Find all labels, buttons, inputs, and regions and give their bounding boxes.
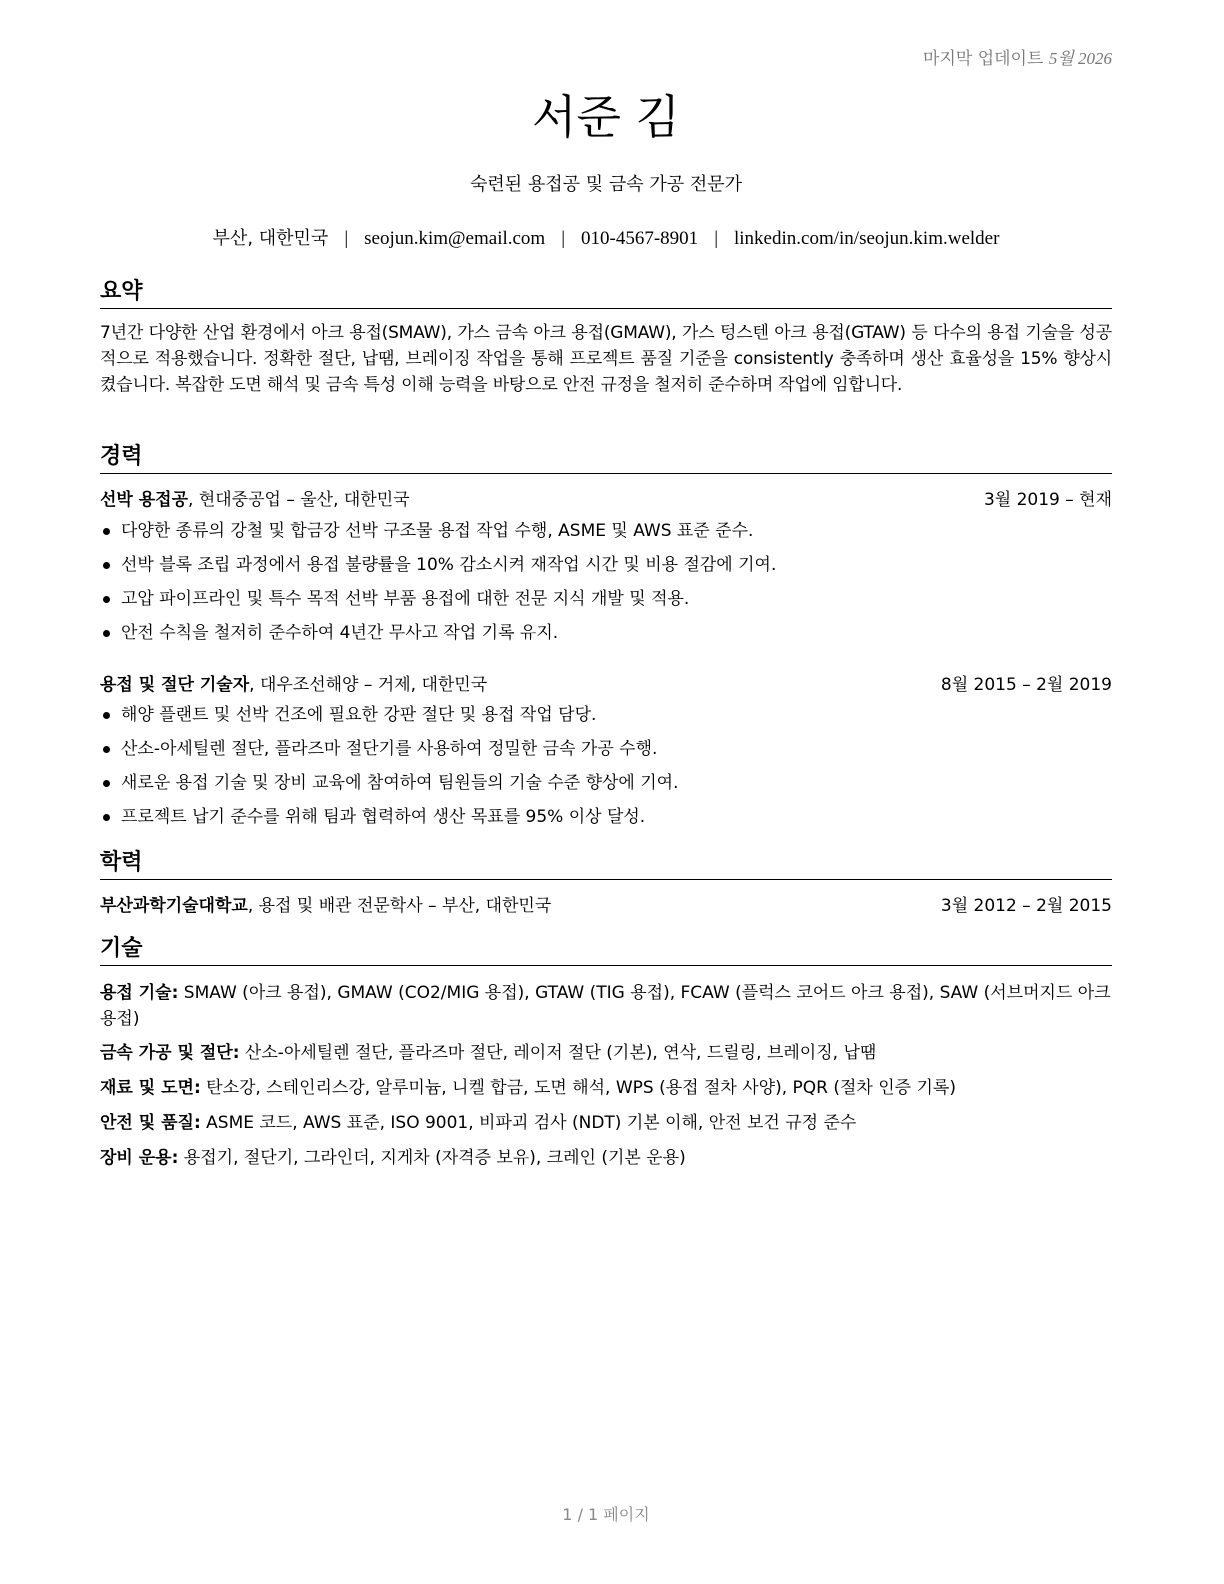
education-detail: , 용접 및 배관 전문학사 – 부산, 대한민국 bbox=[247, 896, 552, 916]
section-title-summary: 요약 bbox=[100, 278, 1112, 309]
resume-page bbox=[100, 0, 1112, 1584]
summary-text: 7년간 다양한 산업 환경에서 아크 용접(SMAW), 가스 금속 아크 용접(GMAW), 가스 텅스텐 아크 용접(GTAW) 등 다수의 용접 기술을 성공적으로 적용했습니다. 정확한 절단, 납땜, 브레이징 작업을 통해 프로젝트 품질 기준을 consistently 충족하며 생산 효율성을 15% 향상시켰습니다. 복잡한 도면 해석 및 금속 특성 이해 능력을 바탕으로 안전 규정을 철저히 준수하며 작업에 임합니다. bbox=[100, 323, 1112, 395]
skill-text: ASME 코드, AWS 표준, ISO 9001, 비파괴 검사 (NDT) 기본 이해, 안전 보건 규정 준수 bbox=[200, 1113, 857, 1133]
job-header bbox=[100, 672, 1112, 698]
job-bullet: 선박 블록 조립 과정에서 용접 불량률을 10% 감소시켜 재작업 시간 및 비용 절감에 기여. bbox=[100, 552, 1112, 586]
skill-label: 용접 기술: bbox=[100, 983, 179, 1003]
contact-line bbox=[100, 224, 1112, 250]
skill-item bbox=[100, 1040, 1112, 1066]
candidate-name: 서준 김 bbox=[532, 90, 680, 144]
job-bullets bbox=[100, 518, 1112, 654]
job-org: , 현대중공업 – 울산, 대한민국 bbox=[188, 490, 410, 510]
job-bullet: 고압 파이프라인 및 특수 목적 선박 부품 용접에 대한 전문 지식 개발 및 적용. bbox=[100, 586, 1112, 620]
job-bullet: 안전 수칙을 철저히 준수하여 4년간 무사고 작업 기록 유지. bbox=[100, 620, 1112, 654]
contact-separator: | bbox=[561, 228, 566, 249]
skill-label: 장비 운용: bbox=[100, 1148, 179, 1168]
job-bullet: 프로젝트 납기 준수를 위해 팀과 협력하여 생산 목표를 95% 이상 달성. bbox=[100, 804, 1112, 838]
page-number: 1 / 1 페이지 bbox=[562, 1505, 650, 1524]
skill-item bbox=[100, 1110, 1112, 1136]
contact-separator: | bbox=[344, 228, 349, 249]
job-dates: 3월 2019 – 현재 bbox=[983, 490, 1112, 510]
job-bullet: 산소-아세틸렌 절단, 플라즈마 절단기를 사용하여 정밀한 금속 가공 수행. bbox=[100, 736, 1112, 770]
job-role: 선박 용접공 bbox=[100, 490, 189, 510]
section-title-experience: 경력 bbox=[100, 443, 1112, 474]
job-bullet: 해양 플랜트 및 선박 건조에 필요한 강판 절단 및 용접 작업 담당. bbox=[100, 702, 1112, 736]
section-title-skills: 기술 bbox=[100, 935, 1112, 966]
job-bullets bbox=[100, 702, 1112, 838]
last-updated-prefix: 마지막 업데이트 bbox=[923, 49, 1044, 69]
job-bullet: 새로운 용접 기술 및 장비 교육에 참여하여 팀원들의 기술 수준 향상에 기여. bbox=[100, 770, 1112, 804]
contact-separator: | bbox=[714, 228, 718, 249]
contact-email[interactable]: seojun.kim@email.com bbox=[364, 228, 546, 249]
education-entry bbox=[100, 893, 1112, 919]
education-dates: 3월 2012 – 2월 2015 bbox=[940, 896, 1112, 916]
contact-linkedin[interactable]: linkedin.com/in/seojun.kim.welder bbox=[734, 228, 1000, 249]
contact-location: 부산, 대한민국 bbox=[212, 228, 329, 249]
skill-label: 안전 및 품질: bbox=[100, 1113, 201, 1133]
candidate-tagline: 숙련된 용접공 및 금속 가공 전문가 bbox=[469, 174, 743, 195]
contact-phone: 010-4567-8901 bbox=[581, 228, 699, 249]
education-school: 부산과학기술대학교 bbox=[100, 896, 248, 916]
skill-item bbox=[100, 1145, 1112, 1171]
skill-text: 탄소강, 스테인리스강, 알루미늄, 니켈 합금, 도면 해석, WPS (용접 절차 사양), PQR (절차 인증 기록) bbox=[200, 1078, 956, 1098]
job-org: , 대우조선해양 – 거제, 대한민국 bbox=[249, 675, 488, 695]
skill-item bbox=[100, 1075, 1112, 1101]
skill-label: 금속 가공 및 절단: bbox=[100, 1043, 240, 1063]
job-header bbox=[100, 487, 1112, 513]
skill-text: 용접기, 절단기, 그라인더, 지게차 (자격증 보유), 크레인 (기본 운용) bbox=[178, 1148, 686, 1168]
last-updated bbox=[923, 44, 1112, 69]
skill-text: SMAW (아크 용접), GMAW (CO2/MIG 용접), GTAW (TIG 용접), FCAW (플럭스 코어드 아크 용접), SAW (서브머지드 아크 용접) bbox=[100, 983, 1111, 1029]
last-updated-date: 5월 2026 bbox=[1048, 49, 1112, 68]
skill-label: 재료 및 도면: bbox=[100, 1078, 201, 1098]
job-dates: 8월 2015 – 2월 2019 bbox=[940, 675, 1112, 695]
section-title-education: 학력 bbox=[100, 849, 1112, 880]
skill-text: 산소-아세틸렌 절단, 플라즈마 절단, 레이저 절단 (기본), 연삭, 드릴링, 브레이징, 납땜 bbox=[239, 1043, 877, 1063]
skill-item bbox=[100, 980, 1112, 1032]
job-role: 용접 및 절단 기술자 bbox=[100, 675, 250, 695]
job-bullet: 다양한 종류의 강철 및 합금강 선박 구조물 용접 작업 수행, ASME 및 AWS 표준 준수. bbox=[100, 518, 1112, 552]
